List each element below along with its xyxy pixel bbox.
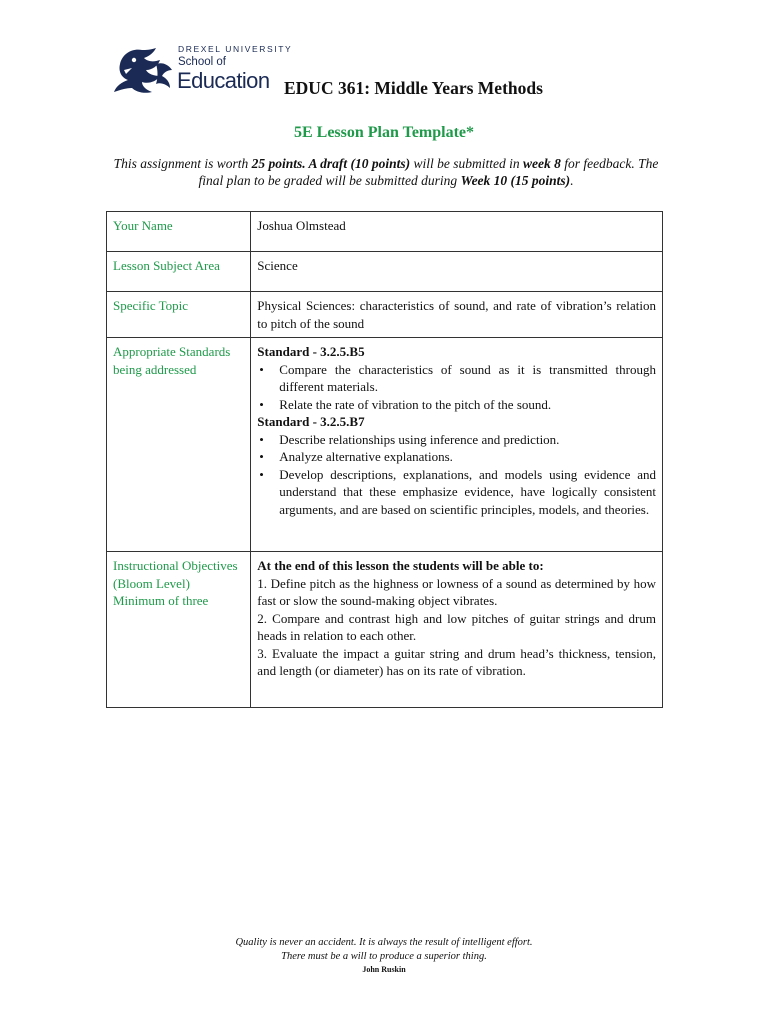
topic-label: Specific Topic — [107, 292, 251, 338]
footer-author: John Ruskin — [362, 965, 406, 974]
standards-label: Appropriate Standards being addressed — [107, 338, 251, 552]
standard-item: • Develop descriptions, explanations, and models using evidence and understand that these emphasize evidence, have logically consistent arguments, and are based on scientific principles, models, and theories. — [257, 466, 656, 519]
standards-value — [251, 338, 663, 552]
objectives-heading: At the end of this lesson the students will be able to: — [257, 558, 544, 573]
dragon-logo-icon — [112, 46, 174, 96]
intro-final-week: Week 10 (15 points) — [460, 173, 571, 188]
table-row-name — [107, 212, 663, 252]
table-row-standards — [107, 338, 663, 552]
topic-value: Physical Sciences: characteristics of sound, and rate of vibration’s relation to pitch of the sound — [251, 292, 663, 338]
standard-list-2 — [257, 431, 656, 519]
table-row-subject — [107, 252, 663, 292]
intro-text-1: This assignment is worth — [113, 156, 252, 171]
objective-item: 2. Compare and contrast high and low pitches of guitar strings and drum heads in relation to each other. — [257, 610, 656, 643]
logo-school-text: School of — [178, 56, 226, 68]
logo-education-text: Education — [177, 68, 270, 93]
intro-text-4: . — [570, 173, 574, 188]
standard-list-1 — [257, 361, 656, 414]
footer-quote-line-2: There must be a will to produce a superior thing. — [281, 951, 487, 962]
objective-item: 3. Evaluate the impact a guitar string and drum head’s thickness, tension, and length (or diameter) has on its rate of vibration. — [257, 645, 656, 678]
standard-item: • Analyze alternative explanations. — [257, 448, 656, 466]
standard-item: • Compare the characteristics of sound as it is transmitted through different materials. — [257, 361, 656, 396]
objectives-value — [251, 552, 663, 708]
intro-points: 25 points. A draft (10 points) — [251, 156, 411, 171]
subject-value: Science — [251, 252, 663, 292]
standard-item: • Describe relationships using inference and prediction. — [257, 431, 656, 449]
subject-label: Lesson Subject Area — [107, 252, 251, 292]
school-logo — [112, 44, 293, 96]
objectives-label: Instructional Objectives (Bloom Level) Minimum of three — [107, 552, 251, 708]
intro-draft-week: week 8 — [523, 156, 561, 171]
name-value: Joshua Olmstead — [251, 212, 663, 252]
intro-text-2: will be submitted in — [410, 156, 524, 171]
footer-quote-line-1: Quality is never an accident. It is always the result of intelligent effort. — [235, 937, 533, 948]
name-label: Your Name — [107, 212, 251, 252]
standard-heading-2: Standard - 3.2.5.B7 — [257, 414, 365, 429]
table-row-topic — [107, 292, 663, 338]
footer-quote — [0, 936, 768, 964]
standard-item: • Relate the rate of vibration to the pitch of the sound. — [257, 396, 656, 414]
intro-text-3: for feedback. The final plan to be graded will be submitted during — [198, 156, 659, 188]
logo-university-text: DREXEL UNIVERSITY — [178, 44, 293, 54]
template-title: 5E Lesson Plan Template* — [293, 124, 475, 141]
objective-item: 1. Define pitch as the highness or lowness of a sound as determined by how fast or slow the sound-making object vibrates. — [257, 575, 656, 608]
table-row-objectives — [107, 552, 663, 708]
lesson-plan-table — [106, 211, 663, 708]
course-title: EDUC 361: Middle Years Methods — [284, 78, 543, 98]
assignment-intro — [108, 155, 664, 189]
standard-heading-1: Standard - 3.2.5.B5 — [257, 344, 365, 359]
